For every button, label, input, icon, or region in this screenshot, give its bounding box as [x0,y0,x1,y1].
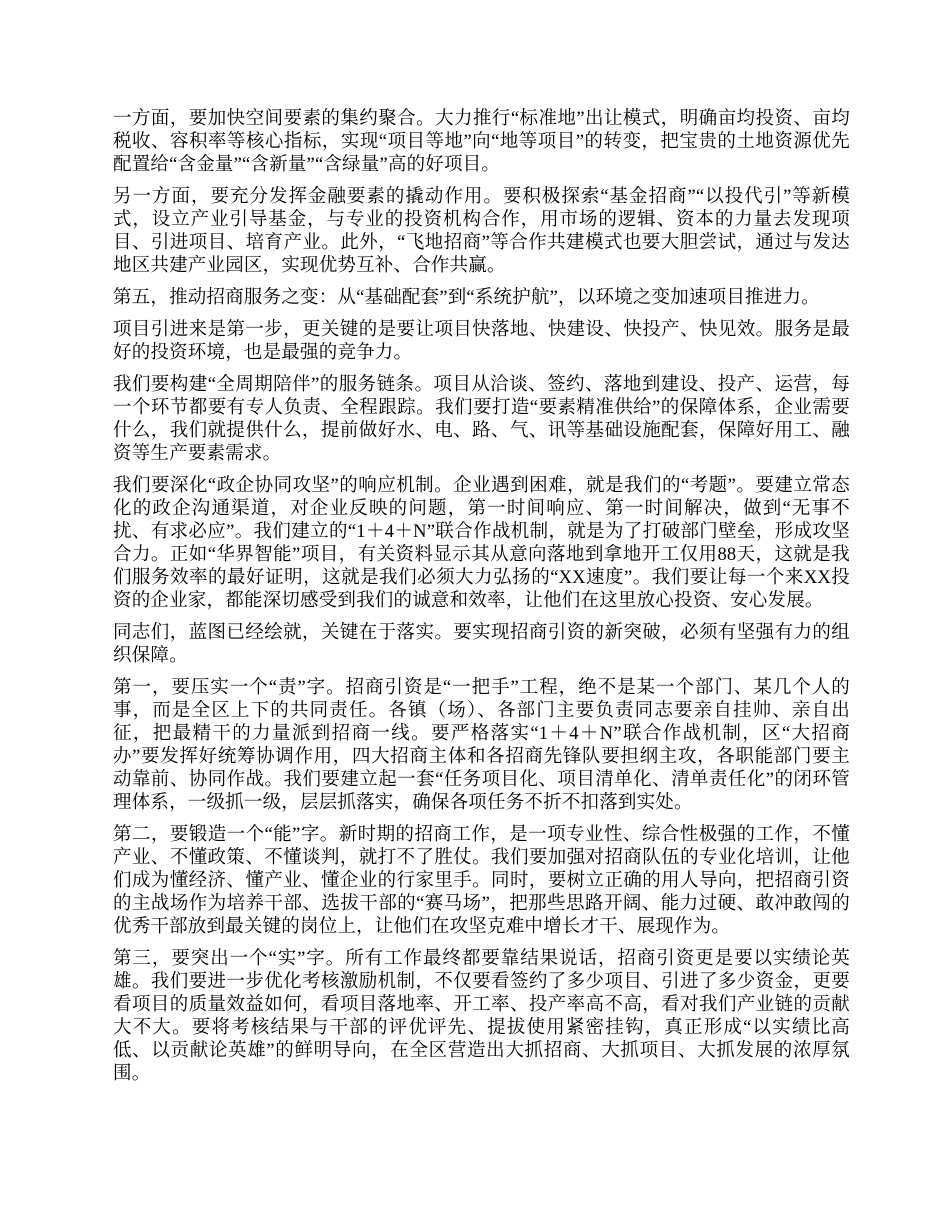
paragraph: 我们要深化“政企协同攻坚”的响应机制。企业遇到困难，就是我们的“考题”。要建立常态化的政企沟通渠道，对企业反映的问题，第一时间响应、第一时间解决，做到“无事不扰、有求必应”。我们建立的“1＋4＋N”联合作战机制，就是为了打破部门壁垒，形成攻坚合力。正如“华界智能”项目，有关资料显示其从意向落地到拿地开工仅用88天，这就是我们服务效率的最好证明，这就是我们必须大力弘扬的“XX速度”。我们要让每一个来XX投资的企业家，都能深切感受到我们的诚意和效率，让他们在这里放心投资、安心发展。 [113,476,850,611]
paragraph: 同志们，蓝图已经绘就，关键在于落实。要实现招商引资的新突破，必须有坚强有力的组织保障。 [113,623,850,666]
paragraph: 第五，推动招商服务之变：从“基础配套”到“系统护航”，以环境之变加速项目推进力。 [113,288,820,308]
paragraph: 我们要构建“全周期陪伴”的服务链条。项目从洽谈、签约、落地到建设、投产、运营，每一个环节都要有专人负责、全程跟踪。我们要打造“要素精准供给”的保障体系，企业需要什么，我们就提供什么，提前做好水、电、路、气、讯等基础设施配套，保障好用工、融资等生产要素需求。 [113,375,850,464]
paragraph: 第三，要突出一个“实”字。所有工作最终都要靠结果说话，招商引资更是要以实绩论英雄。我们要进一步优化考核激励机制，不仅要看签约了多少项目、引进了多少资金，更要看项目的质量效益如何，看项目落地率、开工率、投产率高不高，看对我们产业链的贡献大不大。要将考核结果与干部的评优评先、提拔使用紧密挂钩，真正形成“以实绩比高低、以贡献论英雄”的鲜明导向，在全区营造出大抓招商、大抓项目、大抓发展的浓厚氛围。 [113,949,850,1084]
paragraph: 项目引进来是第一步，更关键的是要让项目快落地、快建设、快投产、快见效。服务是最好的投资环境，也是最强的竞争力。 [113,320,850,363]
paragraph: 另一方面，要充分发挥金融要素的撬动作用。要积极探索“基金招商”“以投代引”等新模式，设立产业引导基金，与专业的投资机构合作，用市场的逻辑、资本的力量去发现项目、引进项目、培育产业。此外，“飞地招商”等合作共建模式也要大胆尝试，通过与发达地区共建产业园区，实现优势互补、合作共赢。 [113,187,850,276]
paragraph: 一方面，要加快空间要素的集约聚合。大力推行“标准地”出让模式，明确亩均投资、亩均税收、容积率等核心指标，实现“项目等地”向“地等项目”的转变，把宝贵的土地资源优先配置给“含金量”“含新量”“含绿量”高的好项目。 [113,109,850,175]
paragraph: 第一，要压实一个“责”字。招商引资是“一把手”工程，绝不是某一个部门、某几个人的事，而是全区上下的共同责任。各镇（场）、各部门主要负责同志要亲自挂帅、亲自出征，把最精干的力量派到招商一线。要严格落实“1＋4＋N”联合作战机制，区“大招商办”要发挥好统筹协调作用，四大招商主体和各招商先锋队要担纲主攻，各职能部门要主动靠前、协同作战。我们要建立起一套“任务项目化、项目清单化、清单责任化”的闭环管理体系，一级抓一级，层层抓落实，确保各项任务不折不扣落到实处。 [113,678,850,813]
paragraph: 第二，要锻造一个“能”字。新时期的招商工作，是一项专业性、综合性极强的工作，不懂产业、不懂政策、不懂谈判，就打不了胜仗。我们要加强对招商队伍的专业化培训，让他们成为懂经济、懂产业、懂企业的行家里手。同时，要树立正确的用人导向，把招商引资的主战场作为培养干部、选拔干部的“赛马场”，把那些思路开阔、能力过硬、敢冲敢闯的优秀干部放到最关键的岗位上，让他们在攻坚克难中增长才干、展现作为。 [113,825,850,937]
